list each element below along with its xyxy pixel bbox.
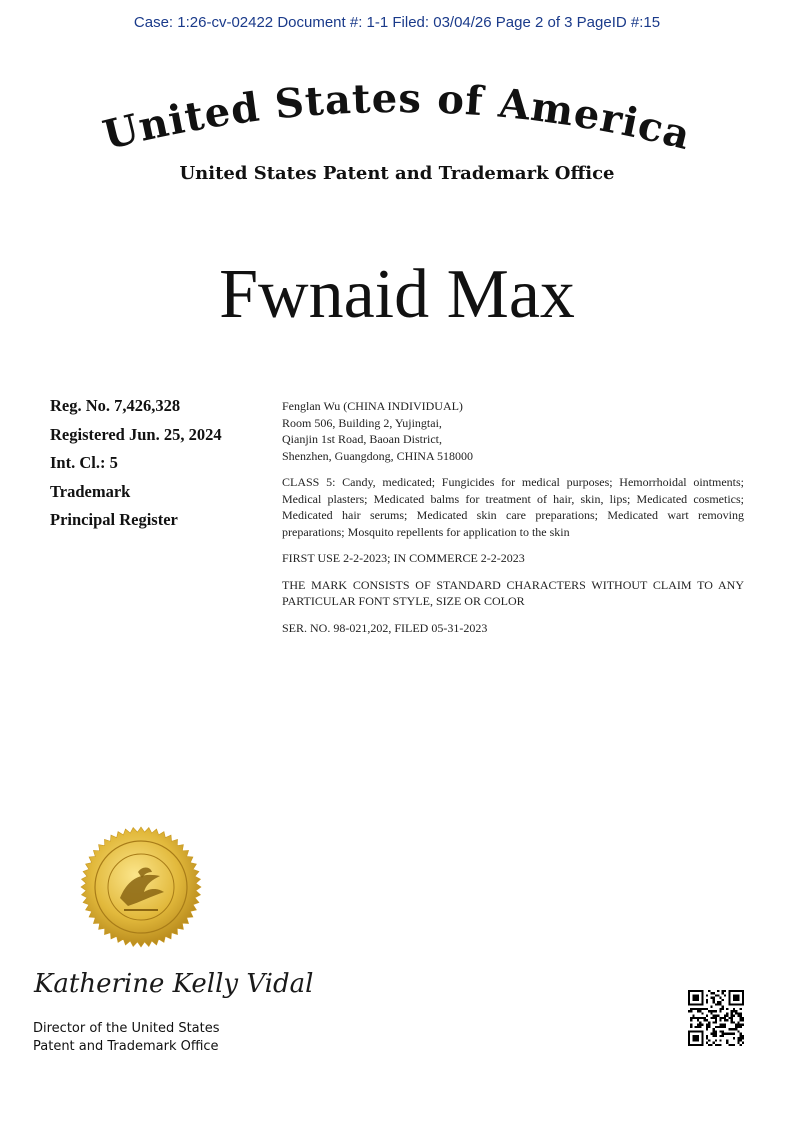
register-type: Principal Register <box>50 510 178 529</box>
registration-details <box>282 398 744 646</box>
case-header: Case: 1:26-cv-02422 Document #: 1-1 Filed: 03/04/26 Page 2 of 3 PageID #:15 <box>133 14 661 31</box>
banner-subtitle: United States Patent and Trademark Office <box>179 163 615 184</box>
reg-number: Reg. No. 7,426,328 <box>50 396 181 415</box>
int-class: Int. Cl.: 5 <box>50 453 118 472</box>
banner <box>40 78 754 198</box>
owner-address-line: Shenzhen, Guangdong, CHINA 518000 <box>282 448 473 463</box>
mark-type: Trademark <box>50 481 131 501</box>
qr-code-icon <box>688 990 744 1046</box>
director-title <box>33 1020 273 1056</box>
mark-title: Fwnaid Max <box>219 256 575 333</box>
owner-block <box>282 398 744 464</box>
uspto-seal-icon <box>80 826 202 948</box>
registered-date: Registered Jun. 25, 2024 <box>50 424 222 444</box>
banner-title: United States of America <box>98 78 696 160</box>
director-title-line: Patent and Trademark Office <box>33 1039 219 1054</box>
owner-address-line: Room 506, Building 2, Yujingtai, <box>282 415 442 430</box>
registration-info <box>50 394 270 537</box>
mark-description: THE MARK CONSISTS OF STANDARD CHARACTERS WITHOUT CLAIM TO ANY PARTICULAR FONT STYLE, SIZE OR COLOR <box>282 577 744 608</box>
director-title-line: Director of the United States <box>33 1021 220 1036</box>
goods-services: CLASS 5: Candy, medicated; Fungicides for medical purposes; Hemorrhoidal ointments; Medical plasters; Medicated balms for treatment of hair, skin, lips; Medicated cosmetics; Medicated hair serums; Medicated skin care preparations; Medicated wart removing preparations; Mosquito repellents for application to the skin <box>282 475 744 539</box>
serial-number: SER. NO. 98-021,202, FILED 05-31-2023 <box>282 620 488 635</box>
signature-text: Katherine Kelly Vidal <box>34 969 314 999</box>
owner-name: Fenglan Wu (CHINA INDIVIDUAL) <box>282 399 463 413</box>
owner-address-line: Qianjin 1st Road, Baoan District, <box>282 432 442 446</box>
first-use: FIRST USE 2-2-2023; IN COMMERCE 2-2-2023 <box>282 551 525 565</box>
director-signature <box>30 958 314 1020</box>
banner-arc <box>40 78 754 168</box>
